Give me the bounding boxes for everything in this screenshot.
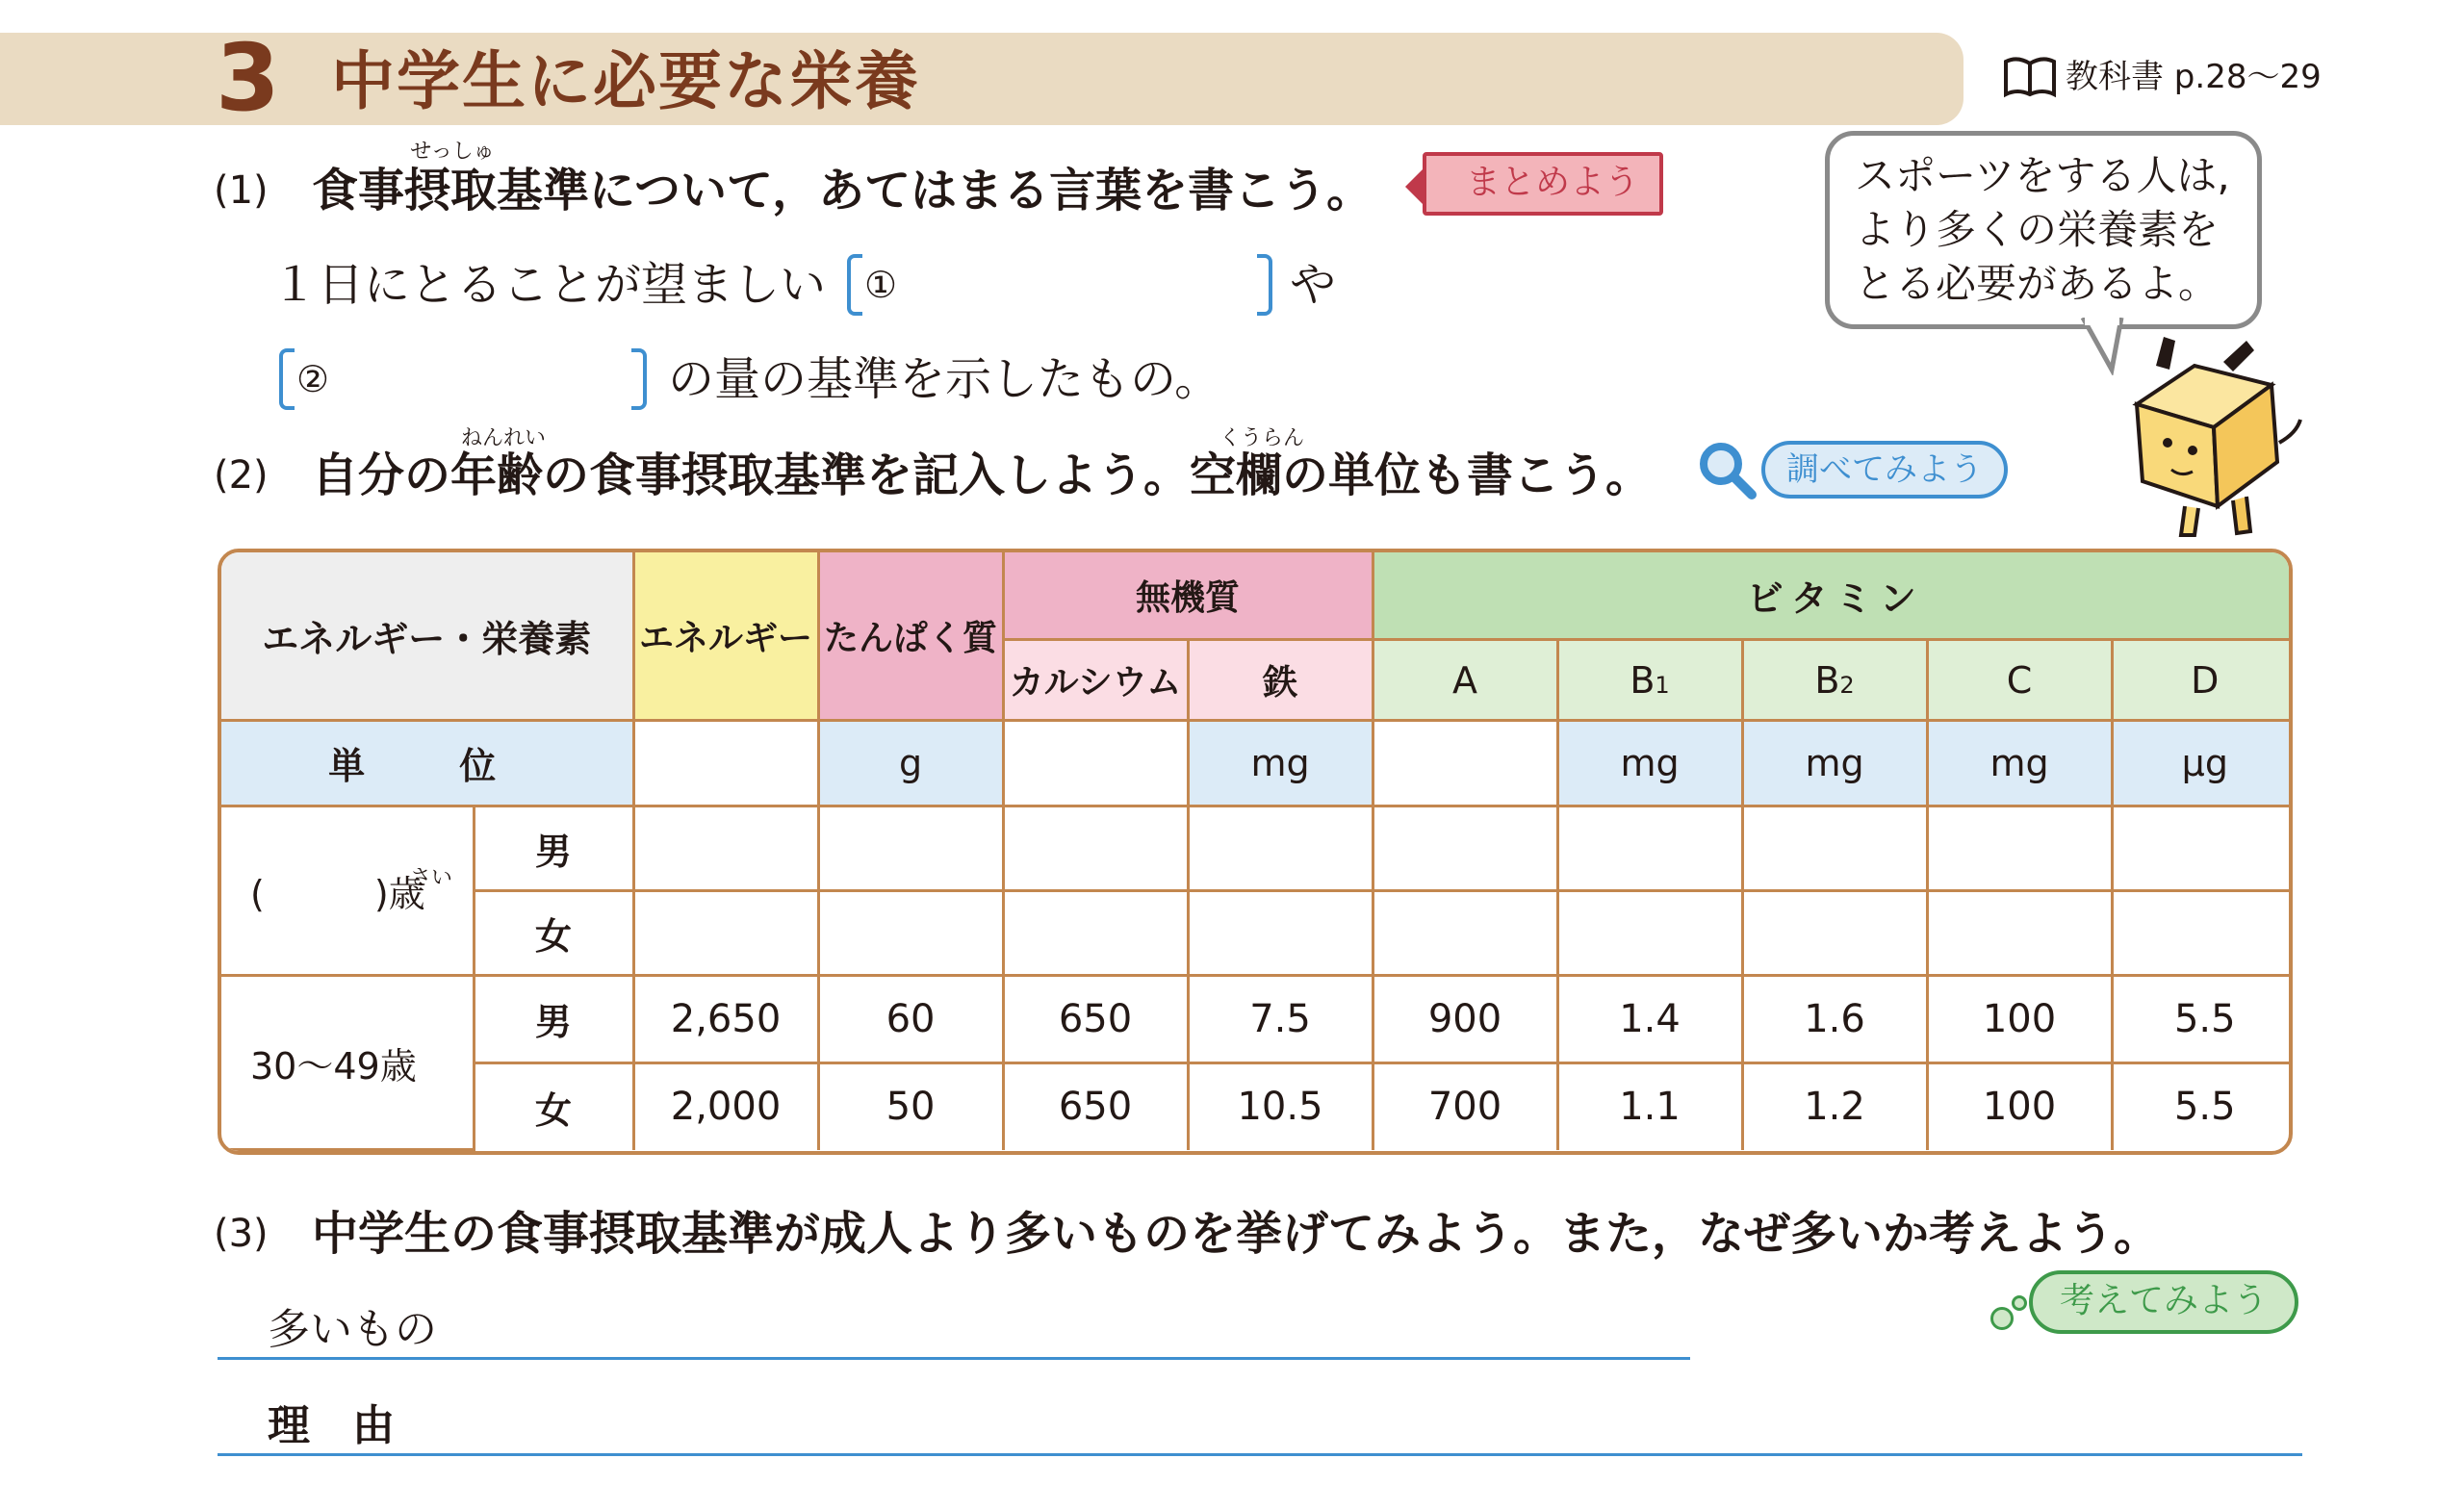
adult-female-protein: 50 [818,1062,1003,1149]
textbook-ref-text: 教科書 p.28〜29 [2066,58,2322,96]
self-female-cell[interactable] [1557,890,1742,975]
adult-female-energy: 2,000 [633,1062,818,1149]
summarize-tag: まとめよう [1423,152,1663,216]
blank1-left-bracket [847,254,862,316]
header-vitamin-d: D [2112,639,2293,720]
open-book-icon [2002,56,2058,98]
ruby-nenrei: ねんれい [460,426,546,450]
think-tag: 考えてみよう [2029,1270,2298,1334]
adult-male-calcium: 650 [1003,976,1188,1062]
self-male-cell[interactable] [2112,806,2293,890]
header-vitamins: ビタミン [1373,552,2293,639]
answer-reason-line [218,1453,2302,1456]
speech-bubble [1825,131,2262,329]
ruby-sesshu: せっしゅ [410,140,495,164]
self-female-cell[interactable] [1188,890,1373,975]
unit-vitamin-b2: mg [1742,721,1927,806]
blank1-marker: ① [864,264,898,306]
answer-label-items: 多いもの [268,1305,437,1354]
self-male-label: 男 [474,806,633,890]
self-female-cell[interactable] [1003,890,1188,975]
self-female-cell[interactable] [818,890,1003,975]
research-tag: 調べてみよう [1761,441,2008,499]
adult-male-energy: 2,650 [633,976,818,1062]
header-minerals: 無機質 [1003,552,1373,639]
answer-items-line [218,1357,1690,1360]
ruby-kuuran: くうらん [1219,426,1304,450]
adult-male-vitamin-d: 5.5 [2112,976,2293,1062]
q2-number: (2) [214,453,269,498]
thought-dot-large [1990,1307,2014,1330]
self-female-cell[interactable] [2112,890,2293,975]
q3-number: (3) [214,1212,269,1256]
unit-vitamin-d: μg [2112,721,2293,806]
self-male-cell[interactable] [1742,806,1927,890]
blank2-right-bracket [631,348,647,410]
adult-female-vitamin-c: 100 [1927,1062,2112,1149]
adult-age-label: 30〜49歳 [221,976,474,1150]
q1-line1-prefix: １日にとることが望ましい [271,258,827,312]
unit-energy-blank[interactable] [633,721,818,806]
bubble-line-1: スポーツをする人は, [1855,152,2230,199]
adult-male-vitamin-b2: 1.6 [1742,976,1927,1062]
magnifier-icon [1696,439,1758,500]
section-number: 3 [216,24,280,132]
self-female-cell[interactable] [1927,890,2112,975]
header-vitamin-b1: B1 [1557,639,1742,720]
adult-female-calcium: 650 [1003,1062,1188,1149]
unit-calcium-blank[interactable] [1003,721,1188,806]
header-vitamin-c: C [1927,639,2112,720]
self-male-cell[interactable] [1927,806,2112,890]
self-male-cell[interactable] [1373,806,1557,890]
self-male-cell[interactable] [1557,806,1742,890]
q2-text: 自分の年齢の食事摂取基準を記入しよう。空欄の単位も書こう。 [312,448,1653,502]
self-age-cell[interactable] [221,806,474,976]
blank2-left-bracket [279,348,295,410]
adult-female-iron: 10.5 [1188,1062,1373,1149]
answer-label-reason: 理 由 [268,1401,395,1450]
bubble-line-2: より多くの栄養素を [1855,206,2220,253]
section-title: 中学生に必要な栄養 [331,44,920,118]
textbook-reference [2002,54,2322,100]
bubble-line-3: とる必要があるよ。 [1855,260,2220,307]
adult-male-vitamin-c: 100 [1927,976,2112,1062]
self-male-cell[interactable] [1188,806,1373,890]
adult-male-vitamin-b1: 1.4 [1557,976,1742,1062]
blank1-right-bracket [1257,254,1272,316]
self-female-cell[interactable] [633,890,818,975]
box-mascot-illustration [2118,327,2310,549]
q3-text: 中学生の食事摂取基準が成人より多いものを挙げてみよう。また，なぜ多いか考えよう。 [312,1207,2161,1261]
header-protein: たんぱく質 [818,552,1003,721]
header-energy-nutrient: エネルギー・栄養素 [221,552,633,721]
self-age-label: ( )歳 [250,872,425,915]
answer-items-field[interactable] [218,1280,1690,1357]
thought-dot-small [2012,1295,2027,1311]
section-header-band [0,33,1964,125]
header-iron: 鉄 [1188,639,1373,720]
adult-female-vitamin-a: 700 [1373,1062,1557,1149]
unit-vitamin-c: mg [1927,721,2112,806]
q1-line2-suffix: の量の基準を示したもの。 [668,352,1221,406]
q1-number: (1) [214,168,269,213]
adult-female-vitamin-d: 5.5 [2112,1062,2293,1149]
self-female-cell[interactable] [1373,890,1557,975]
self-male-cell[interactable] [818,806,1003,890]
header-calcium: カルシウム [1003,639,1188,720]
header-vitamin-a: A [1373,639,1557,720]
adult-male-iron: 7.5 [1188,976,1373,1062]
blank1-answer-area[interactable] [895,254,1251,316]
unit-vitamin-b1: mg [1557,721,1742,806]
header-vitamin-b2: B2 [1742,639,1927,720]
blank2-answer-area[interactable] [327,348,626,410]
unit-protein: g [818,721,1003,806]
q1-text: 食事摂取基準について，あてはまる言葉を書こう。 [312,164,1373,218]
adult-female-vitamin-b2: 1.2 [1742,1062,1927,1149]
self-female-cell[interactable] [1742,890,1927,975]
adult-female-vitamin-b1: 1.1 [1557,1062,1742,1149]
unit-iron: mg [1188,721,1373,806]
nutrition-table [218,549,2293,1155]
blank2-marker: ② [296,358,330,400]
unit-row-label: 単 位 [221,721,633,806]
self-male-cell[interactable] [633,806,818,890]
self-male-cell[interactable] [1003,806,1188,890]
ruby-sai: さい [410,865,453,890]
adult-male-label: 男 [474,976,633,1062]
adult-female-label: 女 [474,1062,633,1149]
self-female-label: 女 [474,890,633,975]
header-energy: エネルギー [633,552,818,721]
q1-line1-suffix: や [1290,258,1337,312]
answer-reason-field[interactable] [218,1376,2302,1453]
unit-vitamin-a-blank[interactable] [1373,721,1557,806]
adult-male-protein: 60 [818,976,1003,1062]
adult-male-vitamin-a: 900 [1373,976,1557,1062]
